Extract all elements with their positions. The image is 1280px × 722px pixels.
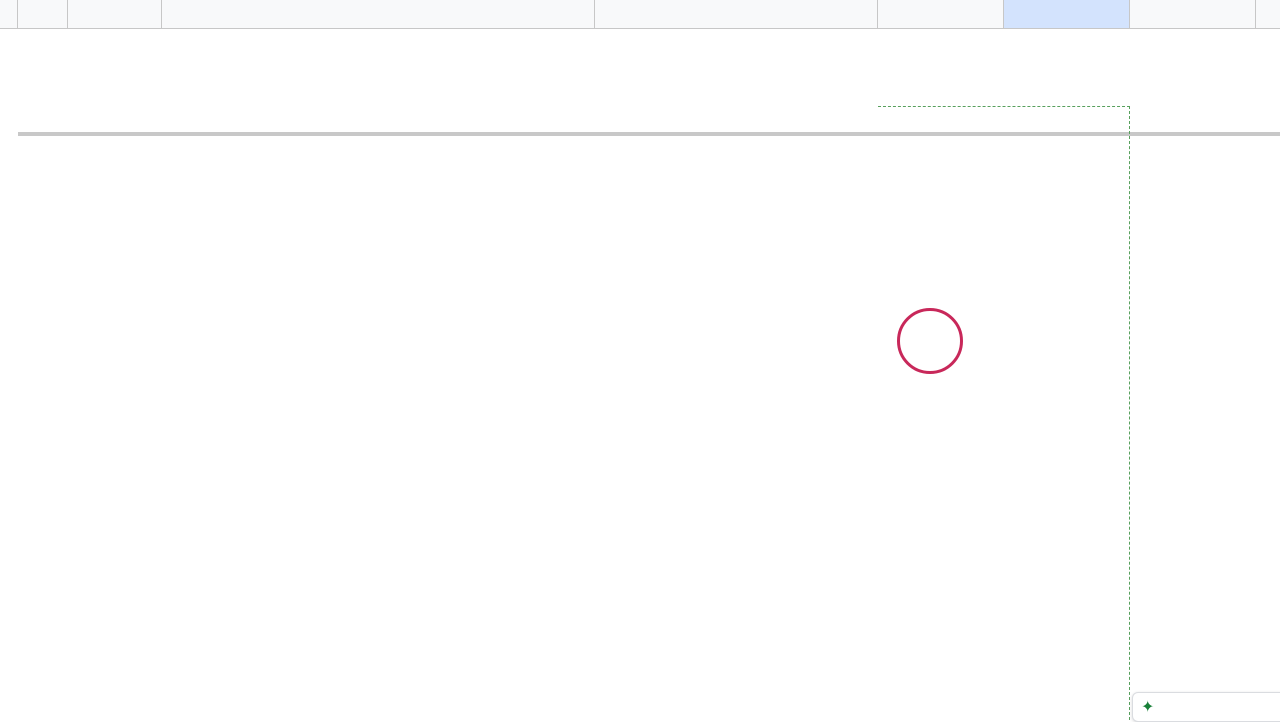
column-header-g[interactable] (1130, 0, 1256, 28)
sparkle-icon: ✦ (1141, 699, 1155, 716)
column-header-d[interactable] (595, 0, 878, 28)
column-header-c[interactable] (162, 0, 595, 28)
column-header-b[interactable] (68, 0, 162, 28)
column-header-bar (0, 0, 1280, 29)
frozen-row-divider[interactable] (18, 132, 1280, 136)
copy-range-border-top (878, 106, 1130, 107)
convert-to-table-chip[interactable] (1132, 692, 1280, 722)
copy-range-border-right (1129, 106, 1130, 720)
column-header-e[interactable] (878, 0, 1004, 28)
column-header-a[interactable] (18, 0, 68, 28)
select-all-corner[interactable] (0, 0, 18, 28)
column-header-f[interactable] (1004, 0, 1130, 28)
